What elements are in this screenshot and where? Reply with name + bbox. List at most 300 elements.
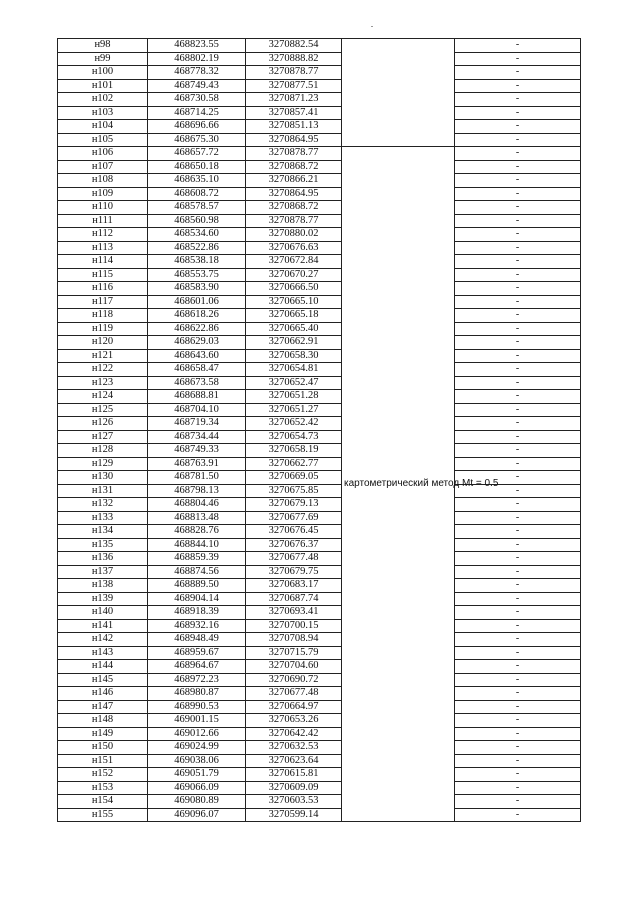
table-row [58, 525, 581, 539]
table-row [58, 579, 581, 593]
table-row [58, 174, 581, 188]
y-coordinate-cell: 3270857.41 [246, 106, 342, 120]
method-empty-cell [342, 93, 455, 107]
dash-cell: - [455, 565, 581, 579]
x-coordinate-cell: 468874.56 [148, 565, 246, 579]
table-row [58, 565, 581, 579]
table-row [58, 228, 581, 242]
x-coordinate-cell: 469066.09 [148, 781, 246, 795]
y-coordinate-cell: 3270683.17 [246, 579, 342, 593]
x-coordinate-cell: 468948.49 [148, 633, 246, 647]
table-row [58, 255, 581, 269]
dash-cell: - [455, 498, 581, 512]
table-row [58, 66, 581, 80]
y-coordinate-cell: 3270665.18 [246, 309, 342, 323]
table-row [58, 619, 581, 633]
point-name-cell: н126 [58, 417, 148, 431]
dash-cell: - [455, 430, 581, 444]
table-row [58, 673, 581, 687]
table-row [58, 484, 581, 498]
x-coordinate-cell: 468578.57 [148, 201, 246, 215]
point-name-cell: н138 [58, 579, 148, 593]
x-coordinate-cell: 468538.18 [148, 255, 246, 269]
dash-cell: - [455, 660, 581, 674]
x-coordinate-cell: 468763.91 [148, 457, 246, 471]
y-coordinate-cell: 3270888.82 [246, 52, 342, 66]
table-row [58, 687, 581, 701]
y-coordinate-cell: 3270868.72 [246, 201, 342, 215]
x-coordinate-cell: 468657.72 [148, 147, 246, 161]
table-row [58, 498, 581, 512]
dash-cell: - [455, 160, 581, 174]
x-coordinate-cell: 469096.07 [148, 808, 246, 822]
table-row [58, 633, 581, 647]
y-coordinate-cell: 3270866.21 [246, 174, 342, 188]
point-name-cell: н110 [58, 201, 148, 215]
table-row [58, 538, 581, 552]
x-coordinate-cell: 468688.81 [148, 390, 246, 404]
y-coordinate-cell: 3270871.23 [246, 93, 342, 107]
table-row [58, 430, 581, 444]
y-coordinate-cell: 3270615.81 [246, 768, 342, 782]
point-name-cell: н146 [58, 687, 148, 701]
dash-cell: - [455, 633, 581, 647]
method-empty-cell [342, 79, 455, 93]
y-coordinate-cell: 3270599.14 [246, 808, 342, 822]
point-name-cell: н123 [58, 376, 148, 390]
dash-cell: - [455, 471, 581, 485]
point-name-cell: н124 [58, 390, 148, 404]
x-coordinate-cell: 468714.25 [148, 106, 246, 120]
dash-cell: - [455, 295, 581, 309]
x-coordinate-cell: 468719.34 [148, 417, 246, 431]
coordinates-table [57, 38, 581, 822]
y-coordinate-cell: 3270877.51 [246, 79, 342, 93]
dash-cell: - [455, 700, 581, 714]
table-row [58, 160, 581, 174]
y-coordinate-cell: 3270642.42 [246, 727, 342, 741]
table-row [58, 39, 581, 53]
point-name-cell: н119 [58, 322, 148, 336]
dash-cell: - [455, 673, 581, 687]
point-name-cell: н137 [58, 565, 148, 579]
dash-cell: - [455, 417, 581, 431]
y-coordinate-cell: 3270669.05 [246, 471, 342, 485]
table-row [58, 349, 581, 363]
dash-cell: - [455, 808, 581, 822]
method-empty-cell [342, 133, 455, 147]
dash-cell: - [455, 714, 581, 728]
point-name-cell: н114 [58, 255, 148, 269]
dash-cell: - [455, 106, 581, 120]
point-name-cell: н111 [58, 214, 148, 228]
x-coordinate-cell: 468643.60 [148, 349, 246, 363]
dash-cell: - [455, 579, 581, 593]
table-row [58, 363, 581, 377]
y-coordinate-cell: 3270670.27 [246, 268, 342, 282]
table-row [58, 511, 581, 525]
dash-cell: - [455, 741, 581, 755]
table-row [58, 444, 581, 458]
point-name-cell: н152 [58, 768, 148, 782]
coordinates-table-body [58, 39, 581, 822]
dash-cell: - [455, 457, 581, 471]
dash-cell: - [455, 39, 581, 53]
x-coordinate-cell: 468749.33 [148, 444, 246, 458]
point-name-cell: н149 [58, 727, 148, 741]
dash-cell: - [455, 363, 581, 377]
method-empty-cell [342, 52, 455, 66]
dash-cell: - [455, 444, 581, 458]
dash-cell: - [455, 214, 581, 228]
y-coordinate-cell: 3270658.19 [246, 444, 342, 458]
x-coordinate-cell: 468673.58 [148, 376, 246, 390]
dash-cell: - [455, 754, 581, 768]
dash-cell: - [455, 120, 581, 134]
y-coordinate-cell: 3270880.02 [246, 228, 342, 242]
point-name-cell: н125 [58, 403, 148, 417]
y-coordinate-cell: 3270677.48 [246, 552, 342, 566]
y-coordinate-cell: 3270882.54 [246, 39, 342, 53]
table-row [58, 52, 581, 66]
dash-cell: - [455, 241, 581, 255]
dash-cell: - [455, 390, 581, 404]
dash-cell: - [455, 309, 581, 323]
x-coordinate-cell: 468781.50 [148, 471, 246, 485]
x-coordinate-cell: 469001.15 [148, 714, 246, 728]
table-row [58, 754, 581, 768]
x-coordinate-cell: 468959.67 [148, 646, 246, 660]
x-coordinate-cell: 468730.58 [148, 93, 246, 107]
y-coordinate-cell: 3270623.64 [246, 754, 342, 768]
dash-cell: - [455, 646, 581, 660]
point-name-cell: н121 [58, 349, 148, 363]
table-row [58, 660, 581, 674]
y-coordinate-cell: 3270864.95 [246, 133, 342, 147]
dash-cell: - [455, 93, 581, 107]
point-name-cell: н113 [58, 241, 148, 255]
y-coordinate-cell: 3270704.60 [246, 660, 342, 674]
table-row [58, 390, 581, 404]
dash-cell: - [455, 525, 581, 539]
y-coordinate-cell: 3270677.48 [246, 687, 342, 701]
y-coordinate-cell: 3270679.13 [246, 498, 342, 512]
point-name-cell: н117 [58, 295, 148, 309]
table-row [58, 606, 581, 620]
point-name-cell: н120 [58, 336, 148, 350]
dash-cell: - [455, 538, 581, 552]
x-coordinate-cell: 468823.55 [148, 39, 246, 53]
x-coordinate-cell: 468534.60 [148, 228, 246, 242]
x-coordinate-cell: 468583.90 [148, 282, 246, 296]
point-name-cell: н134 [58, 525, 148, 539]
table-row [58, 727, 581, 741]
point-name-cell: н150 [58, 741, 148, 755]
dash-cell: - [455, 282, 581, 296]
scan-dot [371, 26, 373, 27]
y-coordinate-cell: 3270690.72 [246, 673, 342, 687]
table-row [58, 768, 581, 782]
table-row [58, 457, 581, 471]
y-coordinate-cell: 3270676.63 [246, 241, 342, 255]
x-coordinate-cell: 468889.50 [148, 579, 246, 593]
point-name-cell: н131 [58, 484, 148, 498]
y-coordinate-cell: 3270662.91 [246, 336, 342, 350]
dash-cell: - [455, 606, 581, 620]
x-coordinate-cell: 468802.19 [148, 52, 246, 66]
x-coordinate-cell: 468704.10 [148, 403, 246, 417]
point-name-cell: н109 [58, 187, 148, 201]
point-name-cell: н143 [58, 646, 148, 660]
y-coordinate-cell: 3270851.13 [246, 120, 342, 134]
table-row [58, 700, 581, 714]
x-coordinate-cell: 468553.75 [148, 268, 246, 282]
table-row [58, 376, 581, 390]
table-row [58, 309, 581, 323]
x-coordinate-cell: 468813.48 [148, 511, 246, 525]
table-row [58, 106, 581, 120]
dash-cell: - [455, 511, 581, 525]
method-empty-cell [342, 39, 455, 53]
y-coordinate-cell: 3270675.85 [246, 484, 342, 498]
y-coordinate-cell: 3270677.69 [246, 511, 342, 525]
x-coordinate-cell: 468635.10 [148, 174, 246, 188]
dash-cell: - [455, 376, 581, 390]
dash-cell: - [455, 201, 581, 215]
dash-cell: - [455, 322, 581, 336]
x-coordinate-cell: 468990.53 [148, 700, 246, 714]
x-coordinate-cell: 469038.06 [148, 754, 246, 768]
y-coordinate-cell: 3270868.72 [246, 160, 342, 174]
method-empty-cell [342, 120, 455, 134]
x-coordinate-cell: 469012.66 [148, 727, 246, 741]
point-name-cell: н140 [58, 606, 148, 620]
point-name-cell: н128 [58, 444, 148, 458]
table-row [58, 214, 581, 228]
point-name-cell: н145 [58, 673, 148, 687]
x-coordinate-cell: 468629.03 [148, 336, 246, 350]
table-row [58, 741, 581, 755]
dash-cell: - [455, 336, 581, 350]
x-coordinate-cell: 468734.44 [148, 430, 246, 444]
table-row [58, 133, 581, 147]
x-coordinate-cell: 468675.30 [148, 133, 246, 147]
point-name-cell: н129 [58, 457, 148, 471]
x-coordinate-cell: 468804.46 [148, 498, 246, 512]
point-name-cell: н122 [58, 363, 148, 377]
x-coordinate-cell: 468904.14 [148, 592, 246, 606]
point-name-cell: н101 [58, 79, 148, 93]
point-name-cell: н142 [58, 633, 148, 647]
y-coordinate-cell: 3270676.45 [246, 525, 342, 539]
dash-cell: - [455, 781, 581, 795]
table-row [58, 646, 581, 660]
x-coordinate-cell: 468696.66 [148, 120, 246, 134]
table-row [58, 79, 581, 93]
x-coordinate-cell: 468522.86 [148, 241, 246, 255]
y-coordinate-cell: 3270878.77 [246, 147, 342, 161]
x-coordinate-cell: 469051.79 [148, 768, 246, 782]
x-coordinate-cell: 468798.13 [148, 484, 246, 498]
point-name-cell: н104 [58, 120, 148, 134]
y-coordinate-cell: 3270687.74 [246, 592, 342, 606]
point-name-cell: н155 [58, 808, 148, 822]
y-coordinate-cell: 3270708.94 [246, 633, 342, 647]
x-coordinate-cell: 468844.10 [148, 538, 246, 552]
table-row [58, 268, 581, 282]
point-name-cell: н112 [58, 228, 148, 242]
dash-cell: - [455, 255, 581, 269]
table-row [58, 795, 581, 809]
point-name-cell: н106 [58, 147, 148, 161]
dash-cell: - [455, 687, 581, 701]
table-row [58, 93, 581, 107]
table-row [58, 295, 581, 309]
table-row [58, 808, 581, 822]
point-name-cell: н151 [58, 754, 148, 768]
dash-cell: - [455, 174, 581, 188]
table-row [58, 120, 581, 134]
point-name-cell: н147 [58, 700, 148, 714]
table-row [58, 592, 581, 606]
method-cell: картометрический метод Mt = 0.5 [342, 147, 455, 822]
y-coordinate-cell: 3270658.30 [246, 349, 342, 363]
y-coordinate-cell: 3270652.47 [246, 376, 342, 390]
y-coordinate-cell: 3270662.77 [246, 457, 342, 471]
y-coordinate-cell: 3270693.41 [246, 606, 342, 620]
y-coordinate-cell: 3270651.28 [246, 390, 342, 404]
point-name-cell: н133 [58, 511, 148, 525]
point-name-cell: н105 [58, 133, 148, 147]
dash-cell: - [455, 147, 581, 161]
dash-cell: - [455, 133, 581, 147]
x-coordinate-cell: 468749.43 [148, 79, 246, 93]
x-coordinate-cell: 468828.76 [148, 525, 246, 539]
point-name-cell: н154 [58, 795, 148, 809]
dash-cell: - [455, 268, 581, 282]
y-coordinate-cell: 3270609.09 [246, 781, 342, 795]
table-row [58, 322, 581, 336]
point-name-cell: н116 [58, 282, 148, 296]
method-empty-cell [342, 66, 455, 80]
dash-cell: - [455, 768, 581, 782]
y-coordinate-cell: 3270665.40 [246, 322, 342, 336]
x-coordinate-cell: 468932.16 [148, 619, 246, 633]
x-coordinate-cell: 468618.26 [148, 309, 246, 323]
point-name-cell: н118 [58, 309, 148, 323]
y-coordinate-cell: 3270676.37 [246, 538, 342, 552]
x-coordinate-cell: 469024.99 [148, 741, 246, 755]
x-coordinate-cell: 468560.98 [148, 214, 246, 228]
table-row [58, 417, 581, 431]
y-coordinate-cell: 3270603.53 [246, 795, 342, 809]
table-row [58, 552, 581, 566]
dash-cell: - [455, 66, 581, 80]
dash-cell: - [455, 52, 581, 66]
y-coordinate-cell: 3270715.79 [246, 646, 342, 660]
x-coordinate-cell: 468601.06 [148, 295, 246, 309]
y-coordinate-cell: 3270654.81 [246, 363, 342, 377]
y-coordinate-cell: 3270654.73 [246, 430, 342, 444]
y-coordinate-cell: 3270632.53 [246, 741, 342, 755]
point-name-cell: н139 [58, 592, 148, 606]
point-name-cell: н153 [58, 781, 148, 795]
point-name-cell: н98 [58, 39, 148, 53]
point-name-cell: н132 [58, 498, 148, 512]
point-name-cell: н99 [58, 52, 148, 66]
y-coordinate-cell: 3270878.77 [246, 214, 342, 228]
y-coordinate-cell: 3270700.15 [246, 619, 342, 633]
dash-cell: - [455, 795, 581, 809]
point-name-cell: н136 [58, 552, 148, 566]
point-name-cell: н107 [58, 160, 148, 174]
dash-cell: - [455, 228, 581, 242]
point-name-cell: н135 [58, 538, 148, 552]
point-name-cell: н102 [58, 93, 148, 107]
x-coordinate-cell: 468918.39 [148, 606, 246, 620]
y-coordinate-cell: 3270666.50 [246, 282, 342, 296]
y-coordinate-cell: 3270653.26 [246, 714, 342, 728]
x-coordinate-cell: 468778.32 [148, 66, 246, 80]
y-coordinate-cell: 3270652.42 [246, 417, 342, 431]
x-coordinate-cell: 468622.86 [148, 322, 246, 336]
dash-cell: - [455, 79, 581, 93]
dash-cell: - [455, 552, 581, 566]
y-coordinate-cell: 3270864.95 [246, 187, 342, 201]
point-name-cell: н100 [58, 66, 148, 80]
dash-cell: - [455, 484, 581, 498]
x-coordinate-cell: 468980.87 [148, 687, 246, 701]
table-row [58, 403, 581, 417]
y-coordinate-cell: 3270665.10 [246, 295, 342, 309]
table-row [58, 336, 581, 350]
x-coordinate-cell: 468859.39 [148, 552, 246, 566]
point-name-cell: н144 [58, 660, 148, 674]
table-row [58, 201, 581, 215]
y-coordinate-cell: 3270651.27 [246, 403, 342, 417]
y-coordinate-cell: 3270679.75 [246, 565, 342, 579]
point-name-cell: н130 [58, 471, 148, 485]
table-row [58, 282, 581, 296]
point-name-cell: н115 [58, 268, 148, 282]
method-empty-cell [342, 106, 455, 120]
point-name-cell: н103 [58, 106, 148, 120]
x-coordinate-cell: 468964.67 [148, 660, 246, 674]
y-coordinate-cell: 3270878.77 [246, 66, 342, 80]
y-coordinate-cell: 3270672.84 [246, 255, 342, 269]
table-row [58, 714, 581, 728]
table-row [58, 147, 581, 161]
dash-cell: - [455, 187, 581, 201]
table-row [58, 781, 581, 795]
x-coordinate-cell: 469080.89 [148, 795, 246, 809]
table-row [58, 187, 581, 201]
point-name-cell: н127 [58, 430, 148, 444]
point-name-cell: н141 [58, 619, 148, 633]
x-coordinate-cell: 468658.47 [148, 363, 246, 377]
point-name-cell: н108 [58, 174, 148, 188]
y-coordinate-cell: 3270664.97 [246, 700, 342, 714]
table-row [58, 241, 581, 255]
table-row [58, 471, 581, 485]
point-name-cell: н148 [58, 714, 148, 728]
x-coordinate-cell: 468608.72 [148, 187, 246, 201]
x-coordinate-cell: 468972.23 [148, 673, 246, 687]
dash-cell: - [455, 349, 581, 363]
dash-cell: - [455, 592, 581, 606]
dash-cell: - [455, 403, 581, 417]
dash-cell: - [455, 619, 581, 633]
